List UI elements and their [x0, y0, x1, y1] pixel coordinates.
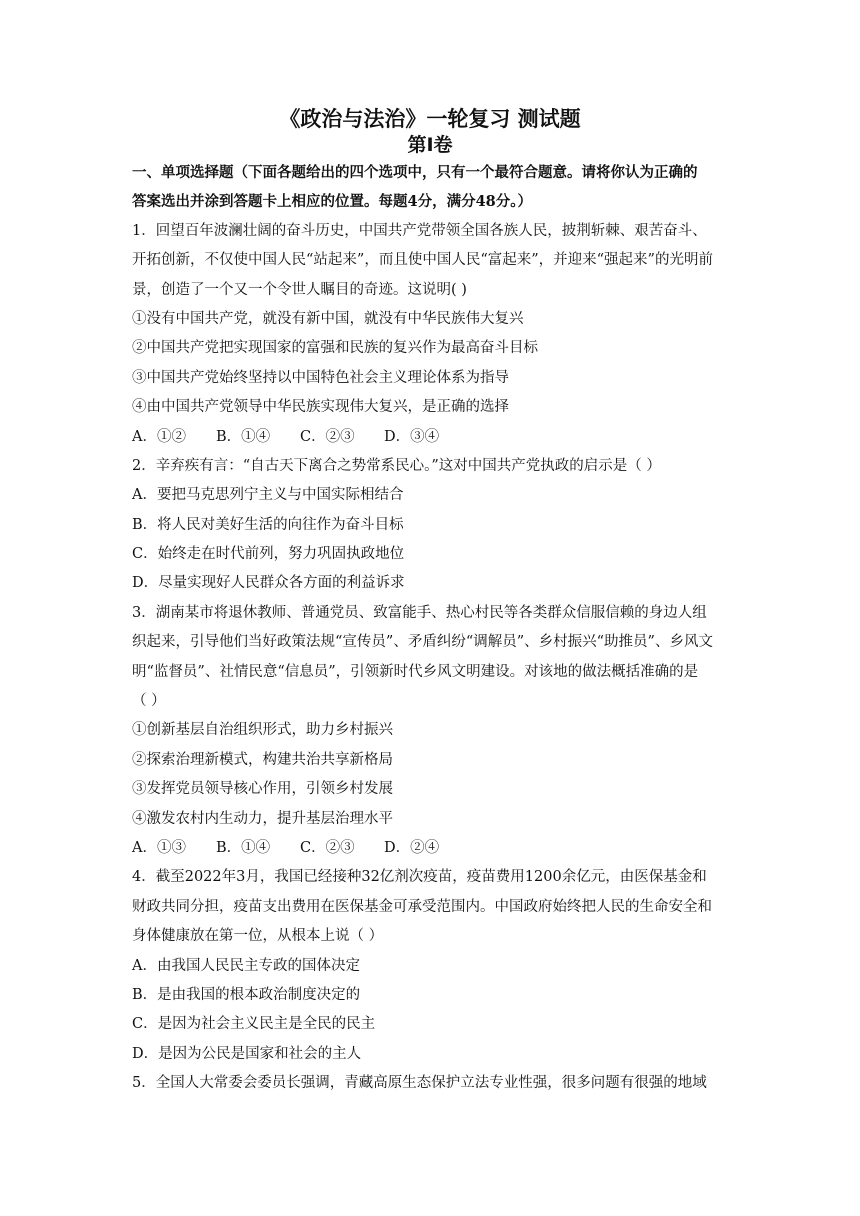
question-3-statement: ①创新基层自治组织形式，助力乡村振兴 [132, 722, 393, 739]
question-2-stem: 2．辛弃疾有言：“自古天下离合之势常系民心。”这对中国共产党执政的启示是（ ） [132, 457, 661, 474]
question-3-options [132, 834, 732, 863]
question-3-stem: 织起来，引导他们当好政策法规“宣传员”、矛盾纠纷“调解员”、乡村振兴“助推员”、乡风文 [132, 634, 713, 651]
document-title: 《政治与法治》一轮复习 测试题 [279, 107, 581, 131]
question-2-choice-d: D．尽量实现好人民群众各方面的利益诉求 [132, 575, 405, 592]
volume-heading: 第Ⅰ卷 [407, 134, 453, 156]
question-3-stem: 明“监督员”、社情民意“信息员”，引领新时代乡风文明建设。对该地的做法概括准确的是 [132, 663, 699, 680]
option-b: B．①④ [216, 428, 271, 445]
question-1-stem: 1．回望百年波澜壮阔的奋斗历史，中国共产党带领全国各族人民，披荆斩棘、艰苦奋斗、 [132, 222, 707, 239]
section-heading-line: 一、单项选择题（下面各题给出的四个选项中，只有一个最符合题意。请将你认为正确的 [132, 164, 698, 181]
option-b: B．①④ [216, 839, 271, 856]
question-1-statement: ④由中国共产党领导中华民族实现伟大复兴，是正确的选择 [132, 399, 509, 416]
question-4-stem: 4．截至2022年3月，我国已经接种32亿剂次疫苗，疫苗费用1200余亿元，由医保基金和 [132, 869, 707, 886]
option-a: A．①② [132, 428, 186, 445]
document-body [132, 158, 732, 1099]
question-5-stem: 5．全国人大常委会委员长强调，青藏高原生态保护立法专业性强，很多问题有很强的地域 [132, 1075, 707, 1092]
question-3-statement: ②探索治理新模式，构建共治共享新格局 [132, 751, 393, 768]
question-2-choice-c: C．始终走在时代前列，努力巩固执政地位 [132, 546, 405, 563]
question-1-statement: ①没有中国共产党，就没有新中国，就没有中华民族伟大复兴 [132, 310, 524, 327]
question-1-stem: 景，创造了一个又一个令世人瞩目的奇迹。这说明( ) [132, 281, 467, 298]
option-d: D．②④ [384, 839, 440, 856]
question-3-statement: ③发挥党员领导核心作用，引领乡村发展 [132, 781, 393, 798]
question-3-statement: ④激发农村内生动力，提升基层治理水平 [132, 810, 393, 827]
section-heading-line: 答案选出并涂到答题卡上相应的位置。每题4分，满分48分。） [132, 193, 533, 211]
question-4-stem: 身体健康放在第一位，从根本上说（ ） [132, 928, 384, 945]
question-1-statement: ③中国共产党始终坚持以中国特色社会主义理论体系为指导 [132, 369, 509, 386]
option-d: D．③④ [384, 428, 440, 445]
question-1-stem: 开拓创新，不仅使中国人民“站起来”，而且使中国人民“富起来”，并迎来“强起来”的光明前 [132, 252, 713, 269]
question-4-choice-c: C．是因为社会主义民主是全民的民主 [132, 1016, 376, 1033]
question-4-choice-b: B．是由我国的根本政治制度决定的 [132, 986, 361, 1003]
option-c: C．②③ [300, 428, 355, 445]
question-4-choice-d: D．是因为公民是国家和社会的主人 [132, 1045, 362, 1062]
question-4-choice-a: A．由我国人民民主专政的国体决定 [132, 957, 360, 974]
question-2-choice-a: A．要把马克思列宁主义与中国实际相结合 [132, 487, 404, 504]
question-1-options [132, 423, 732, 452]
question-1-statement: ②中国共产党把实现国家的富强和民族的复兴作为最高奋斗目标 [132, 340, 538, 357]
option-a: A．①③ [132, 839, 186, 856]
question-2-choice-b: B．将人民对美好生活的向往作为奋斗目标 [132, 516, 404, 533]
question-3-stem: 3．湖南某市将退休教师、普通党员、致富能手、热心村民等各类群众信服信赖的身边人组 [132, 604, 707, 621]
question-4-stem: 财政共同分担，疫苗支出费用在医保基金可承受范围内。中国政府始终把人民的生命安全和 [132, 898, 712, 915]
question-3-stem: （ ） [132, 693, 166, 710]
option-c: C．②③ [300, 839, 355, 856]
